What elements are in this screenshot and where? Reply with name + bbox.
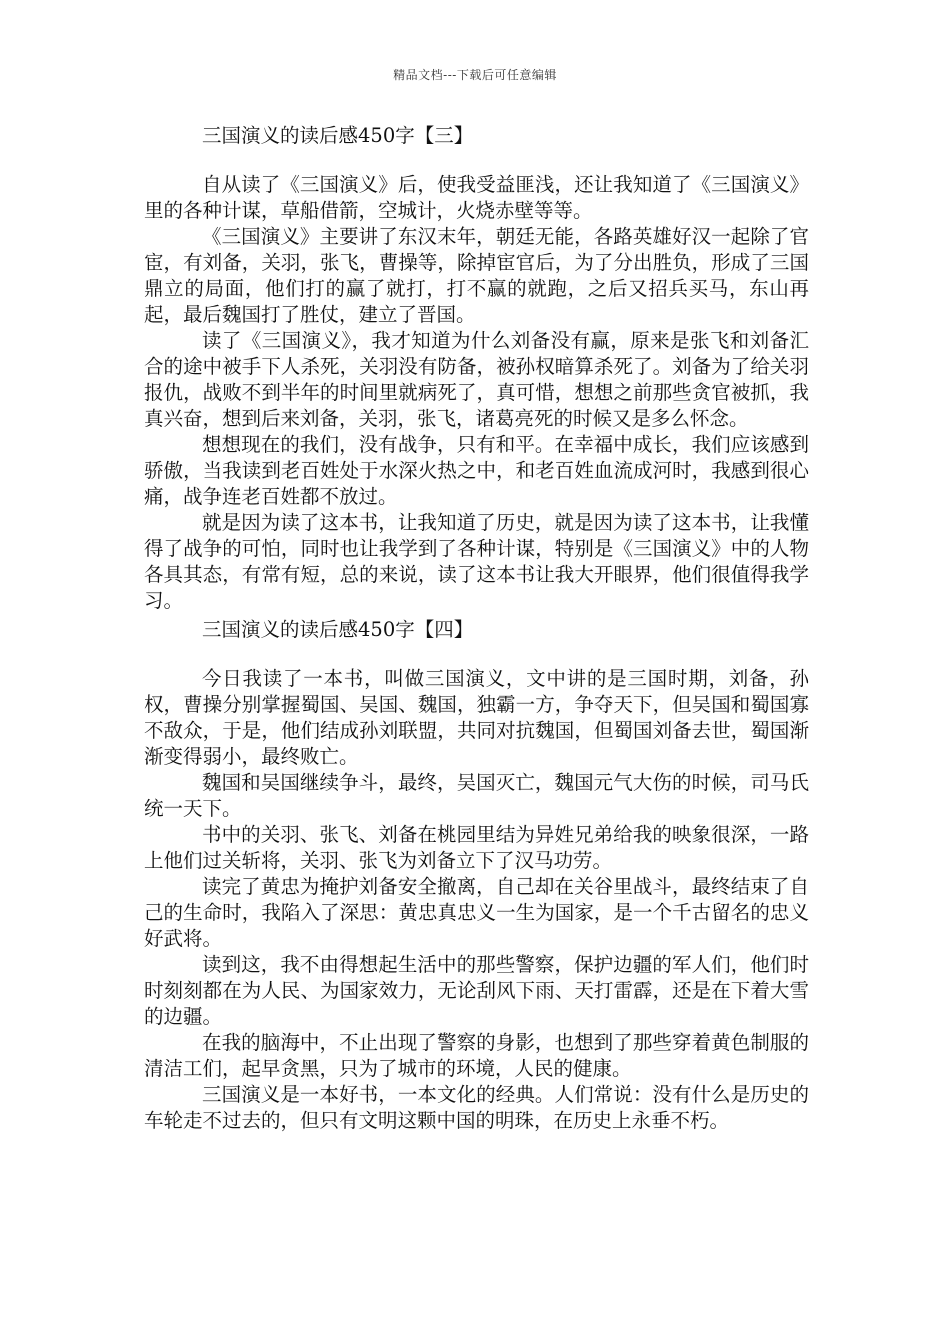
paragraph: 读了《三国演义》，我才知道为什么刘备没有赢，原来是张飞和刘备汇合的途中被手下人杀死，关羽没有防备，被孙权暗算杀死了。刘备为了给关羽报仇，战败不到半年的时间里就病死了，真可惜，想想之前那些贪官被抓，我真兴奋，想到后来刘备，关羽，张飞，诸葛亮死的时候又是多么怀念。 [144, 329, 809, 430]
paragraph: 读到这，我不由得想起生活中的那些警察，保护边疆的军人们，他们时时刻刻都在为人民、为国家效力，无论刮风下雨、天打雷霹，还是在下着大雪的边疆。 [144, 953, 809, 1028]
paragraph: 魏国和吴国继续争斗，最终，吴国灭亡，魏国元气大伤的时候，司马氏统一天下。 [144, 771, 809, 820]
section-title: 三国演义的读后感450字【三】 [202, 124, 474, 147]
paragraph: 想想现在的我们，没有战争，只有和平。在幸福中成长，我们应该感到骄傲，当我读到老百姓处于水深火热之中，和老百姓血流成河时，我感到很心痛，战争连老百姓都不放过。 [144, 433, 809, 508]
paragraph: 在我的脑海中，不止出现了警察的身影，也想到了那些穿着黄色制服的清洁工们，起早贪黑，只为了城市的环境，人民的健康。 [144, 1031, 809, 1080]
paragraph: 自从读了《三国演义》后，使我受益匪浅，还让我知道了《三国演义》里的各种计谋，草船借箭，空城计，火烧赤壁等等。 [144, 173, 809, 222]
paragraph: 今日我读了一本书，叫做三国演义，文中讲的是三国时期，刘备，孙权，曹操分别掌握蜀国、吴国、魏国，独霸一方，争夺天下，但吴国和蜀国寡不敌众，于是，他们结成孙刘联盟，共同对抗魏国，但蜀国刘备去世，蜀国渐渐变得弱小，最终败亡。 [144, 667, 809, 768]
paragraph: 就是因为读了这本书，让我知道了历史，就是因为读了这本书，让我懂得了战争的可怕，同时也让我学到了各种计谋，特别是《三国演义》中的人物各具其态，有常有短，总的来说，读了这本书让我大开眼界，他们很值得我学习。 [144, 511, 809, 612]
paragraph: 读完了黄忠为掩护刘备安全撤离，自己却在关谷里战斗，最终结束了自己的生命时，我陷入了深思：黄忠真忠义一生为国家，是一个千古留名的忠义好武将。 [144, 875, 809, 950]
section-title: 三国演义的读后感450字【四】 [202, 618, 474, 641]
page-header: 精品文档---下载后可任意编辑 [393, 68, 557, 82]
paragraph: 《三国演义》主要讲了东汉末年，朝廷无能，各路英雄好汉一起除了官宦，有刘备，关羽，张飞，曹操等，除掉宦官后，为了分出胜负，形成了三国鼎立的局面，他们打的赢了就打，打不赢的就跑，之后又招兵买马，东山再起，最后魏国打了胜仗，建立了晋国。 [144, 225, 809, 326]
paragraph: 三国演义是一本好书，一本文化的经典。人们常说：没有什么是历史的车轮走不过去的，但只有文明这颗中国的明珠，在历史上永垂不朽。 [144, 1083, 809, 1132]
paragraph: 书中的关羽、张飞、刘备在桃园里结为异姓兄弟给我的映象很深，一路上他们过关斩将，关羽、张飞为刘备立下了汉马功劳。 [144, 823, 809, 872]
document-body [144, 120, 809, 1134]
